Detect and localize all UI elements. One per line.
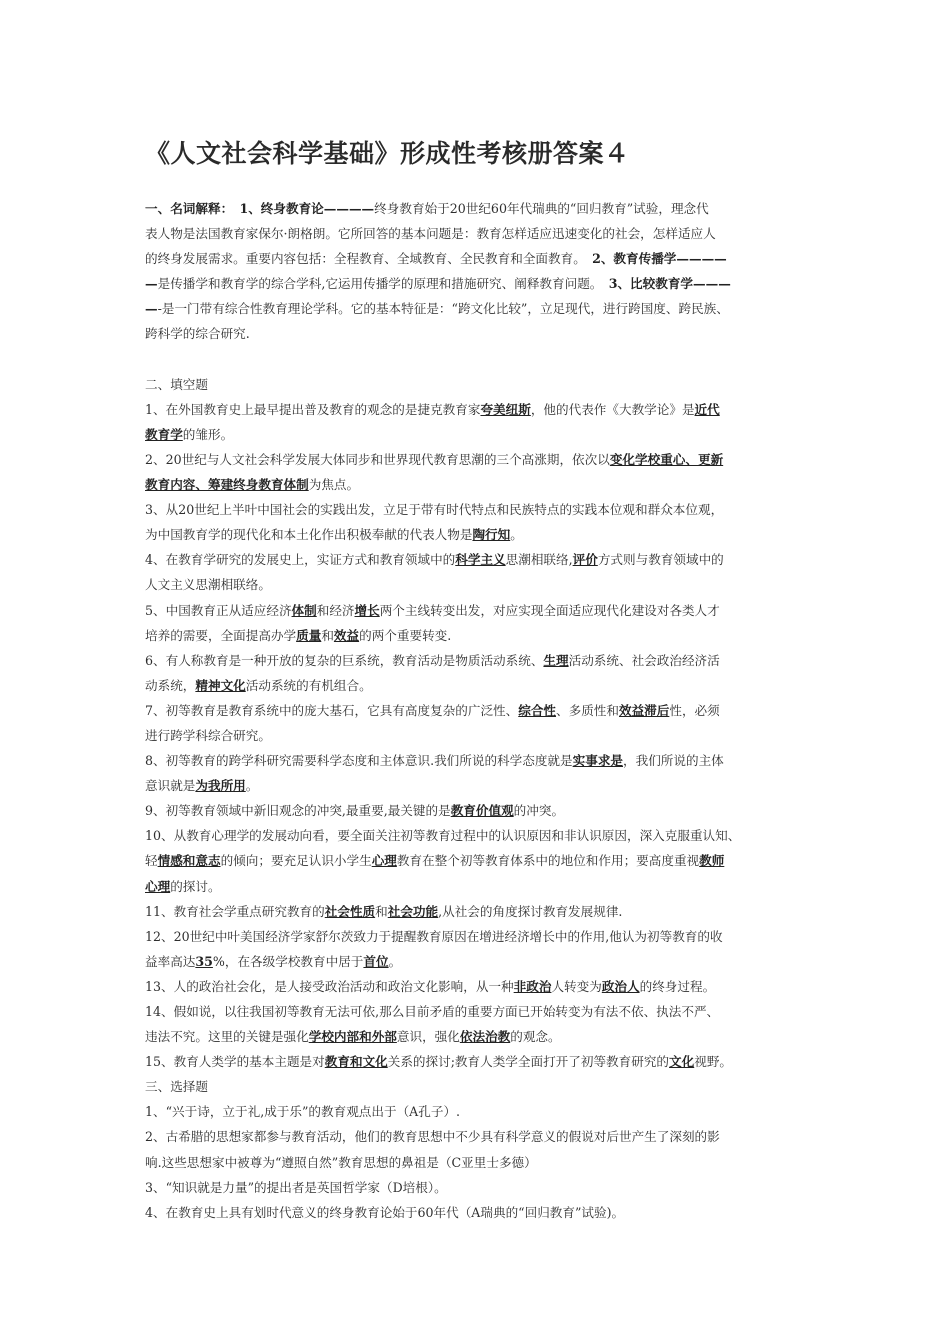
text-line bbox=[145, 321, 815, 346]
body-text: 6、有人称教育是一种开放的复杂的巨系统，教育活动是物质活动系统、 bbox=[145, 652, 544, 668]
answer-text: 生理 bbox=[543, 652, 569, 668]
bold-text: — bbox=[145, 301, 158, 317]
bold-text: 1、终身教育论———— bbox=[226, 201, 375, 216]
bold-text: — bbox=[145, 276, 158, 292]
text-line bbox=[145, 673, 815, 698]
body-text: 11、教育社会学重点研究教育的 bbox=[145, 903, 325, 919]
text-line bbox=[145, 472, 815, 497]
blank-gap bbox=[145, 347, 815, 372]
section-heading-fill-blank: 二、填空题 bbox=[145, 376, 208, 392]
body-text: 4、在教育学研究的发展史上，实证方式和教育领域中的 bbox=[145, 552, 456, 568]
text-line bbox=[145, 924, 815, 949]
text-line bbox=[145, 1150, 815, 1175]
body-text: 3、从20世纪上半叶中国社会的实践出发，立足于带有时代特点和民族特点的实践本位观和群众本位观， bbox=[145, 502, 724, 518]
body-text: 的观念。 bbox=[510, 1029, 561, 1045]
text-line bbox=[145, 196, 815, 221]
answer-text: 体制 bbox=[291, 602, 317, 618]
body-text: 活动系统、社会政治经济活 bbox=[568, 652, 720, 668]
body-text: 益率高达 bbox=[145, 953, 196, 969]
answer-text: 社会性质 bbox=[324, 903, 376, 919]
bold-text: 一、名词解释： bbox=[145, 201, 227, 216]
body-text: ，他的代表作《大教学论》是 bbox=[530, 401, 695, 417]
body-text: 1、“兴于诗，立于礼,成于乐”的教育观点出于（A孔子）. bbox=[145, 1104, 461, 1120]
body-text: 表人物是法国教育家保尔·朗格朗。它所回答的基本问题是：教育怎样适应迅速变化的社会，怎样适应人 bbox=[145, 226, 716, 242]
body-text: 人转变为 bbox=[551, 978, 602, 994]
body-text: 的冲突。 bbox=[513, 803, 565, 819]
body-text: 性，必须 bbox=[669, 702, 720, 718]
body-text: 的终身过程。 bbox=[639, 978, 716, 994]
answer-text: 社会功能 bbox=[387, 903, 439, 919]
answer-text: 政治人 bbox=[601, 978, 640, 994]
body-text: 视野。 bbox=[694, 1054, 732, 1070]
text-line bbox=[145, 823, 815, 848]
answer-text: 为我所用 bbox=[195, 778, 246, 794]
body-text: 的雏形。 bbox=[182, 426, 234, 442]
answer-text: 质量 bbox=[296, 627, 322, 643]
text-line bbox=[145, 848, 815, 873]
body-text: 13、人的政治社会化，是人接受政治活动和政治文化影响，从一种 bbox=[145, 978, 514, 994]
text-line bbox=[145, 899, 815, 924]
bold-text: 2、教育传播学———— bbox=[579, 251, 727, 267]
body-text: 12、20世纪中叶美国经济学家舒尔茨致力于提醒教育原因在增进经济增长中的作用,他认为初等教育的收 bbox=[145, 928, 723, 944]
text-line bbox=[145, 1175, 815, 1200]
answer-text: 评价 bbox=[572, 552, 598, 568]
text-line bbox=[145, 221, 815, 246]
text-line bbox=[145, 648, 815, 673]
answer-text: 教育价值观 bbox=[450, 803, 514, 819]
body-text: ,从社会的角度探讨教育发展规律. bbox=[438, 903, 623, 919]
body-text: 的探讨。 bbox=[170, 878, 221, 894]
answer-text: 变化学校重心、更新 bbox=[609, 451, 724, 467]
body-text: 的两个重要转变. bbox=[359, 627, 452, 643]
body-text: 两个主线转变出发，对应实现全面适应现代化建设对各类人才 bbox=[379, 602, 720, 618]
text-line bbox=[145, 572, 815, 597]
body-text: 和经济 bbox=[316, 602, 355, 618]
body-text: 14、假如说，以往我国初等教育无法可依,那么目前矛盾的重要方面已开始转变为有法不依、执法不严、 bbox=[145, 1004, 720, 1019]
answer-text: 情感和意志 bbox=[157, 853, 221, 869]
bold-text: 3、比较教育学——— bbox=[596, 276, 731, 292]
body-text: 3、“知识就是力量”的提出者是英国哲学家（D培根）。 bbox=[145, 1179, 447, 1195]
body-text: 思潮相联络, bbox=[505, 552, 573, 568]
body-text: 轻 bbox=[145, 853, 158, 869]
body-text: 为焦点。 bbox=[308, 477, 360, 493]
section-multiple-choice bbox=[145, 1099, 815, 1224]
text-line bbox=[145, 723, 815, 748]
text-line bbox=[145, 748, 815, 773]
text-line bbox=[145, 698, 815, 723]
body-text: 人文主义思潮相联络。 bbox=[145, 577, 271, 593]
body-text: 7、初等教育是教育系统中的庞大基石，它具有高度复杂的广泛性、 bbox=[145, 702, 519, 718]
body-text: 意识就是 bbox=[145, 778, 196, 794]
section-fill-blank bbox=[145, 397, 815, 1075]
body-text: 。 bbox=[388, 953, 402, 969]
body-text: 。 bbox=[245, 778, 259, 794]
body-text: 4、在教育史上具有划时代意义的终身教育论始于60年代（A瑞典的“回归教育”试验)。 bbox=[145, 1204, 625, 1220]
answer-text: 首位 bbox=[363, 953, 389, 969]
body-text: 响.这些思想家中被尊为“遵照自然”教育思想的鼻祖是（C亚里士多德） bbox=[145, 1154, 537, 1170]
answer-text: 科学主义 bbox=[455, 552, 506, 568]
text-line bbox=[145, 623, 815, 648]
text-line bbox=[145, 974, 815, 999]
body-text: 2、古希腊的思想家都参与教育活动，他们的教育思想中不少具有科学意义的假说对后世产生了深刻的影 bbox=[145, 1129, 720, 1145]
text-line bbox=[145, 271, 815, 296]
body-text: 15、教育人类学的基本主题是对 bbox=[145, 1054, 325, 1070]
document-body bbox=[145, 196, 815, 1225]
body-text: %，在各级学校教育中居于 bbox=[212, 953, 364, 969]
body-text: 1、在外国教育史上最早提出普及教育的观念的是捷克教育家 bbox=[145, 401, 481, 417]
answer-text: 近代 bbox=[694, 401, 720, 417]
text-line bbox=[145, 522, 815, 547]
body-text: 终身教育始于20世纪60年代瑞典的“回归教育”试验，理念代 bbox=[374, 201, 709, 216]
body-text: 和 bbox=[321, 627, 334, 643]
body-text: 5、中国教育正从适应经济 bbox=[145, 602, 292, 618]
body-text: 违法不究。这里的关键是强化 bbox=[145, 1029, 309, 1045]
body-text: 的倾向；要充足认识小学生 bbox=[220, 853, 372, 869]
body-text: 动系统， bbox=[145, 677, 196, 693]
text-line bbox=[145, 773, 815, 798]
text-line bbox=[145, 1200, 815, 1225]
body-text: ，我们所说的主体 bbox=[623, 753, 724, 769]
text-line bbox=[145, 296, 815, 321]
answer-text: 教育和文化 bbox=[324, 1054, 388, 1070]
answer-text: 综合性 bbox=[518, 702, 557, 718]
section-term-definitions bbox=[145, 196, 815, 347]
text-line bbox=[145, 949, 815, 974]
text-line bbox=[145, 422, 815, 447]
body-text: 。 bbox=[510, 527, 523, 543]
answer-text: 夸美纽斯 bbox=[480, 401, 531, 417]
body-text: 教育在整个初等教育体系中的地位和作用；要高度重视 bbox=[396, 853, 700, 869]
text-line bbox=[145, 246, 815, 271]
answer-text: 陶行知 bbox=[472, 527, 511, 543]
body-text: 、多质性和 bbox=[556, 702, 619, 718]
text-line bbox=[145, 1024, 815, 1049]
body-text: 10、从教育心理学的发展动向看，要全面关注初等教育过程中的认识原因和非认识原因，深入克服重认知、 bbox=[145, 828, 741, 844]
answer-text: 心理 bbox=[145, 878, 171, 894]
answer-text: 依法治教 bbox=[459, 1029, 511, 1045]
text-line bbox=[145, 547, 815, 572]
body-text: 意识，强化 bbox=[396, 1029, 460, 1045]
body-text: 活动系统的有机组合。 bbox=[245, 677, 372, 693]
body-text: 和 bbox=[375, 903, 388, 919]
text-line bbox=[145, 397, 815, 422]
body-text: 方式则与教育领域中的 bbox=[597, 552, 724, 568]
text-line bbox=[145, 447, 815, 472]
text-line bbox=[145, 1049, 815, 1074]
answer-text: 精神文化 bbox=[195, 677, 246, 693]
answer-text: 教育学 bbox=[145, 426, 183, 442]
section-heading-multiple-choice: 三、选择题 bbox=[145, 1079, 208, 1095]
body-text: 是传播学和教育学的综合学科,它运用传播学的原理和措施研究、阐释教育问题。 bbox=[157, 276, 597, 292]
body-text: 进行跨学科综合研究。 bbox=[145, 727, 271, 743]
text-line bbox=[145, 1124, 815, 1149]
text-line bbox=[145, 999, 815, 1024]
body-text: 2、20世纪与人文社会科学发展大体同步和世界现代教育思潮的三个高涨期，依次以 bbox=[145, 451, 610, 467]
text-line bbox=[145, 798, 815, 823]
body-text: 关系的探讨;教育人类学全面打开了初等教育研究的 bbox=[387, 1054, 670, 1070]
answer-text: 增长 bbox=[354, 602, 380, 618]
body-text: -是一门带有综合性教育理论学科。它的基本特征是：“跨文化比较”，立足现代，进行跨国度、跨民族、 bbox=[157, 301, 729, 317]
answer-text: 文化 bbox=[669, 1054, 695, 1070]
answer-text: 35 bbox=[195, 953, 213, 969]
answer-text: 教育内容、筹建终身教育体制 bbox=[145, 477, 309, 493]
answer-text: 学校内部和外部 bbox=[308, 1029, 397, 1045]
body-text: 培养的需要，全面提高办学 bbox=[145, 627, 297, 643]
answer-text: 效益滞后 bbox=[618, 702, 670, 718]
body-text: 9、初等教育领域中新旧观念的冲突,最重要,最关键的是 bbox=[145, 803, 451, 819]
body-text: 为中国教育学的现代化和本土化作出积极奉献的代表人物是 bbox=[145, 527, 473, 543]
answer-text: 实事求是 bbox=[572, 753, 623, 769]
document-title: 《人文社会科学基础》形成性考核册答案４ bbox=[145, 139, 630, 168]
text-line bbox=[145, 874, 815, 899]
body-text: 的终身发展需求。重要内容包括：全程教育、全域教育、全民教育和全面教育。 bbox=[145, 251, 580, 267]
answer-text: 非政治 bbox=[513, 978, 552, 994]
body-text: 8、初等教育的跨学科研究需要科学态度和主体意识.我们所说的科学态度就是 bbox=[145, 753, 573, 769]
text-line bbox=[145, 1099, 815, 1124]
text-line bbox=[145, 497, 815, 522]
text-line bbox=[145, 598, 815, 623]
body-text: 跨科学的综合研究. bbox=[145, 326, 250, 342]
answer-text: 心理 bbox=[371, 853, 397, 869]
answer-text: 效益 bbox=[333, 627, 360, 643]
answer-text: 教师 bbox=[699, 853, 725, 869]
